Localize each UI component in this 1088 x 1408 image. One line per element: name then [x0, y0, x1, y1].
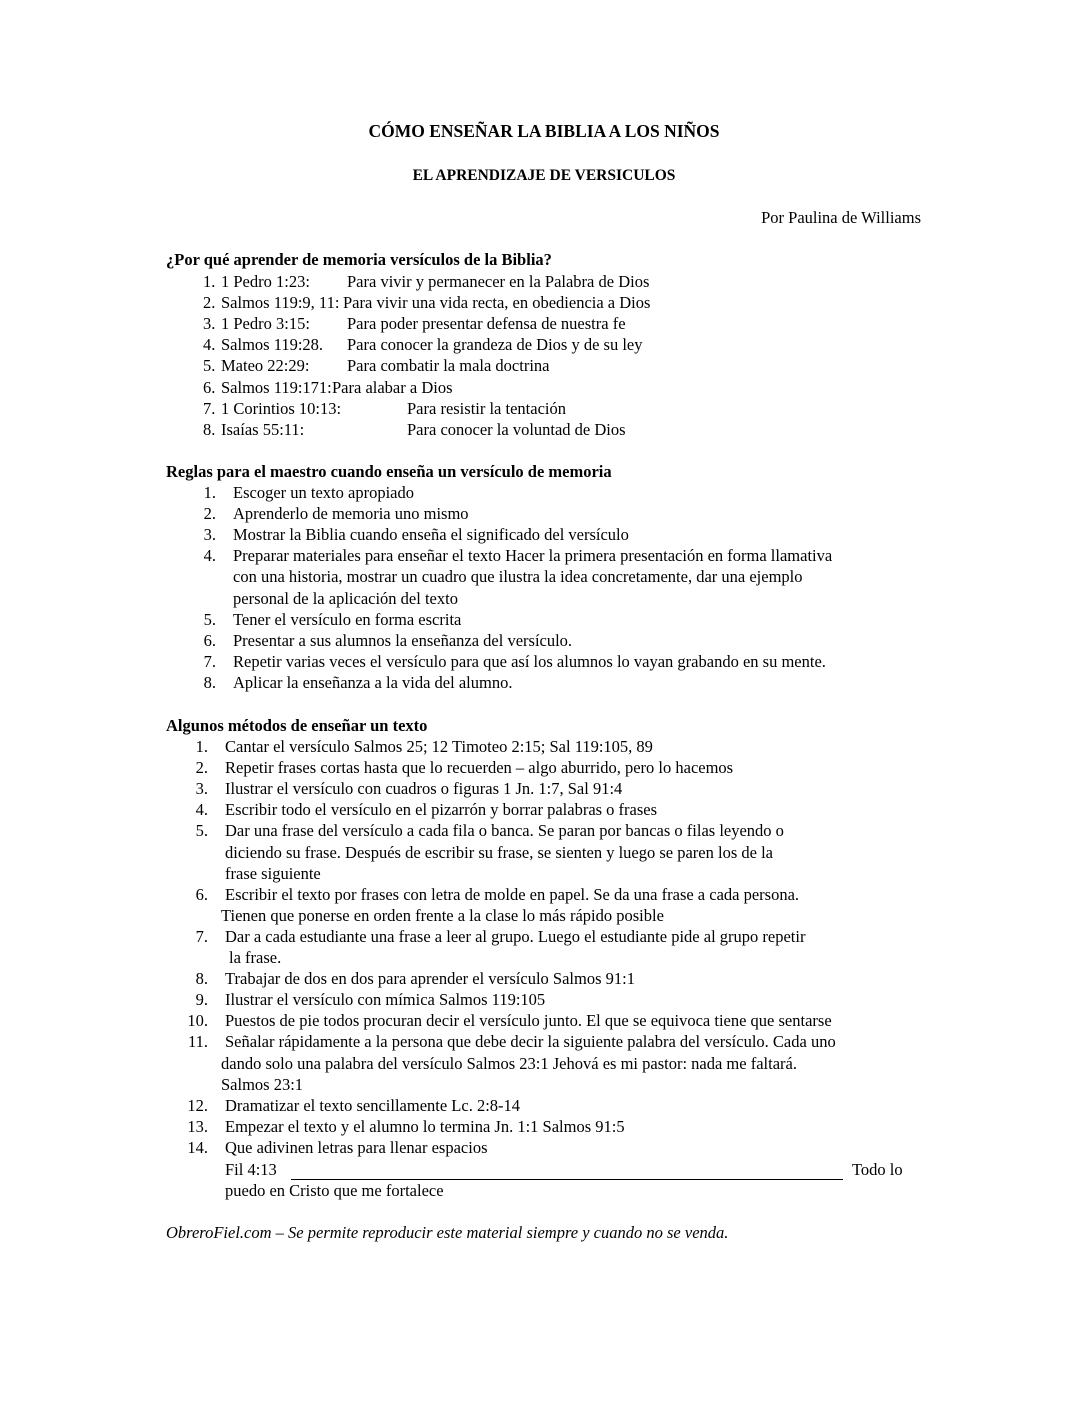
item-number: 1.: [195, 737, 208, 756]
item-text: Escribir todo el versículo en el pizarrón y borrar palabras o frases: [225, 800, 658, 820]
item-text: Ilustrar el versículo con cuadros o figuras 1 Jn. 1:7, Sal 91:4: [225, 779, 623, 799]
item-number: 7.: [195, 926, 208, 946]
item-text: Trabajar de dos en dos para aprender el versículo Salmos 91:1: [225, 969, 635, 989]
item-number: 6.: [195, 884, 208, 904]
item-text: Mostrar la Biblia cuando enseña el significado del versículo: [233, 525, 629, 545]
item-text-continuation: personal de la aplicación del texto: [233, 588, 458, 608]
item-number: 8.: [203, 672, 216, 692]
verse-reference: 1 Pedro 1:23:: [221, 272, 310, 291]
footer-note: ObreroFiel.com – Se permite reproducir este material siempre y cuando no se venda.: [166, 1223, 729, 1242]
item-number: 3.: [203, 314, 216, 334]
item-number: 9.: [195, 990, 208, 1010]
item-text: Cantar el versículo Salmos 25; 12 Timoteo 2:15; Sal 119:105, 89: [225, 737, 653, 756]
item-text-continuation: frase siguiente: [225, 863, 321, 883]
item-text: Ilustrar el versículo con mímica Salmos 119:105: [225, 990, 546, 1010]
item-text-continuation: la frase.: [229, 948, 282, 967]
item-number: 6.: [203, 630, 216, 650]
item-text: Puestos de pie todos procuran decir el versículo junto. El que se equivoca tiene que sentarse: [225, 1011, 832, 1031]
item-number: 8.: [195, 969, 208, 989]
item-number: 14.: [187, 1137, 208, 1157]
item-text-continuation: Tienen que ponerse en orden frente a la clase lo más rápido posible: [221, 905, 664, 925]
verse-reference: 1 Corintios 10:13:: [221, 398, 342, 418]
item-text-continuation: Salmos 23:1: [221, 1074, 304, 1094]
verse-purpose: Para combatir la mala doctrina: [347, 356, 550, 376]
document-subtitle: EL APRENDIZAJE DE VERSICULOS: [412, 167, 676, 184]
item-number: 4.: [195, 800, 208, 820]
item-number: 1.: [203, 483, 216, 502]
item-number: 13.: [187, 1116, 208, 1136]
item-number: 11.: [187, 1032, 208, 1052]
item-text: Escoger un texto apropiado: [233, 483, 414, 502]
author-line: Por Paulina de Williams: [761, 208, 921, 227]
item-number: 5.: [195, 821, 208, 841]
verse-purpose: Para resistir la tentación: [407, 398, 566, 418]
item-number: 4.: [203, 335, 216, 355]
item-text: Dramatizar el texto sencillamente Lc. 2:8-14: [225, 1095, 521, 1115]
fill-blank-reference: Fil 4:13: [225, 1160, 277, 1179]
fill-blank-continuation: puedo en Cristo que me fortalece: [225, 1181, 444, 1200]
item-text: Dar a cada estudiante una frase a leer al grupo. Luego el estudiante pide al grupo repetir: [225, 926, 806, 946]
verse-purpose: Para vivir una vida recta, en obediencia a Dios: [343, 293, 651, 313]
item-number: 2.: [195, 758, 208, 778]
item-number: 7.: [203, 398, 216, 418]
section-heading-why: ¿Por qué aprender de memoria versículos de la Biblia?: [166, 250, 552, 269]
verse-purpose: Para alabar a Dios: [332, 377, 453, 397]
item-number: 5.: [203, 356, 216, 376]
item-text-continuation: con una historia, mostrar un cuadro que ilustra la idea concretamente, dar una ejemplo: [233, 567, 803, 587]
document-title: CÓMO ENSEÑAR LA BIBLIA A LOS NIÑOS: [368, 121, 720, 141]
verse-reference: Salmos 119:171:: [221, 377, 332, 397]
verse-reference: Mateo 22:29:: [221, 356, 310, 376]
item-number: 6.: [203, 377, 216, 397]
item-text-continuation: dando solo una palabra del versículo Salmos 23:1 Jehová es mi pastor: nada me faltará.: [221, 1053, 797, 1073]
item-text: Presentar a sus alumnos la enseñanza del versículo.: [233, 630, 573, 650]
verse-reference: Salmos 119:28.: [221, 335, 324, 355]
item-text: Repetir varias veces el versículo para que así los alumnos lo vayan grabando en su mente.: [233, 651, 826, 671]
item-number: 3.: [195, 779, 208, 799]
verse-reference: Isaías 55:11:: [221, 419, 305, 439]
verse-reference: 1 Pedro 3:15:: [221, 314, 310, 334]
item-number: 7.: [203, 651, 216, 671]
item-text: Aprenderlo de memoria uno mismo: [233, 504, 469, 524]
section-heading-methods: Algunos métodos de enseñar un texto: [166, 716, 428, 735]
item-number: 3.: [203, 525, 216, 545]
item-text: Que adivinen letras para llenar espacios: [225, 1137, 488, 1157]
item-number: 8.: [203, 419, 216, 439]
item-number: 2.: [203, 293, 216, 313]
item-text: Escribir el texto por frases con letra de molde en papel. Se da una frase a cada persona.: [225, 884, 800, 904]
item-text: Tener el versículo en forma escrita: [233, 609, 462, 629]
item-number: 5.: [203, 609, 216, 629]
item-number: 12.: [187, 1095, 208, 1115]
section-heading-rules: Reglas para el maestro cuando enseña un versículo de memoria: [166, 462, 612, 481]
verse-purpose: Para conocer la grandeza de Dios y de su ley: [347, 335, 643, 355]
item-text: Señalar rápidamente a la persona que debe decir la siguiente palabra del versículo. Cada uno: [225, 1032, 836, 1052]
item-text: Empezar el texto y el alumno lo termina Jn. 1:1 Salmos 91:5: [225, 1116, 625, 1136]
item-text: Repetir frases cortas hasta que lo recuerden – algo aburrido, pero lo hacemos: [225, 758, 734, 778]
item-number: 2.: [203, 504, 216, 524]
item-number: 4.: [203, 546, 216, 566]
item-text-continuation: diciendo su frase. Después de escribir su frase, se sienten y luego se paren los de la: [225, 842, 773, 862]
item-number: 10.: [187, 1011, 208, 1031]
item-text: Dar una frase del versículo a cada fila o banca. Se paran por bancas o filas leyendo o: [225, 821, 784, 841]
item-number: 1.: [203, 272, 216, 291]
verse-reference: Salmos 119:9, 11:: [221, 293, 340, 313]
verse-purpose: Para vivir y permanecer en la Palabra de Dios: [347, 272, 650, 291]
verse-purpose: Para poder presentar defensa de nuestra fe: [347, 314, 626, 334]
fill-blank-tail: Todo lo: [852, 1160, 903, 1179]
verse-purpose: Para conocer la voluntad de Dios: [407, 419, 626, 439]
item-text: Aplicar la enseñanza a la vida del alumno.: [233, 672, 513, 692]
item-text: Preparar materiales para enseñar el texto Hacer la primera presentación en forma llamativa: [233, 546, 833, 566]
